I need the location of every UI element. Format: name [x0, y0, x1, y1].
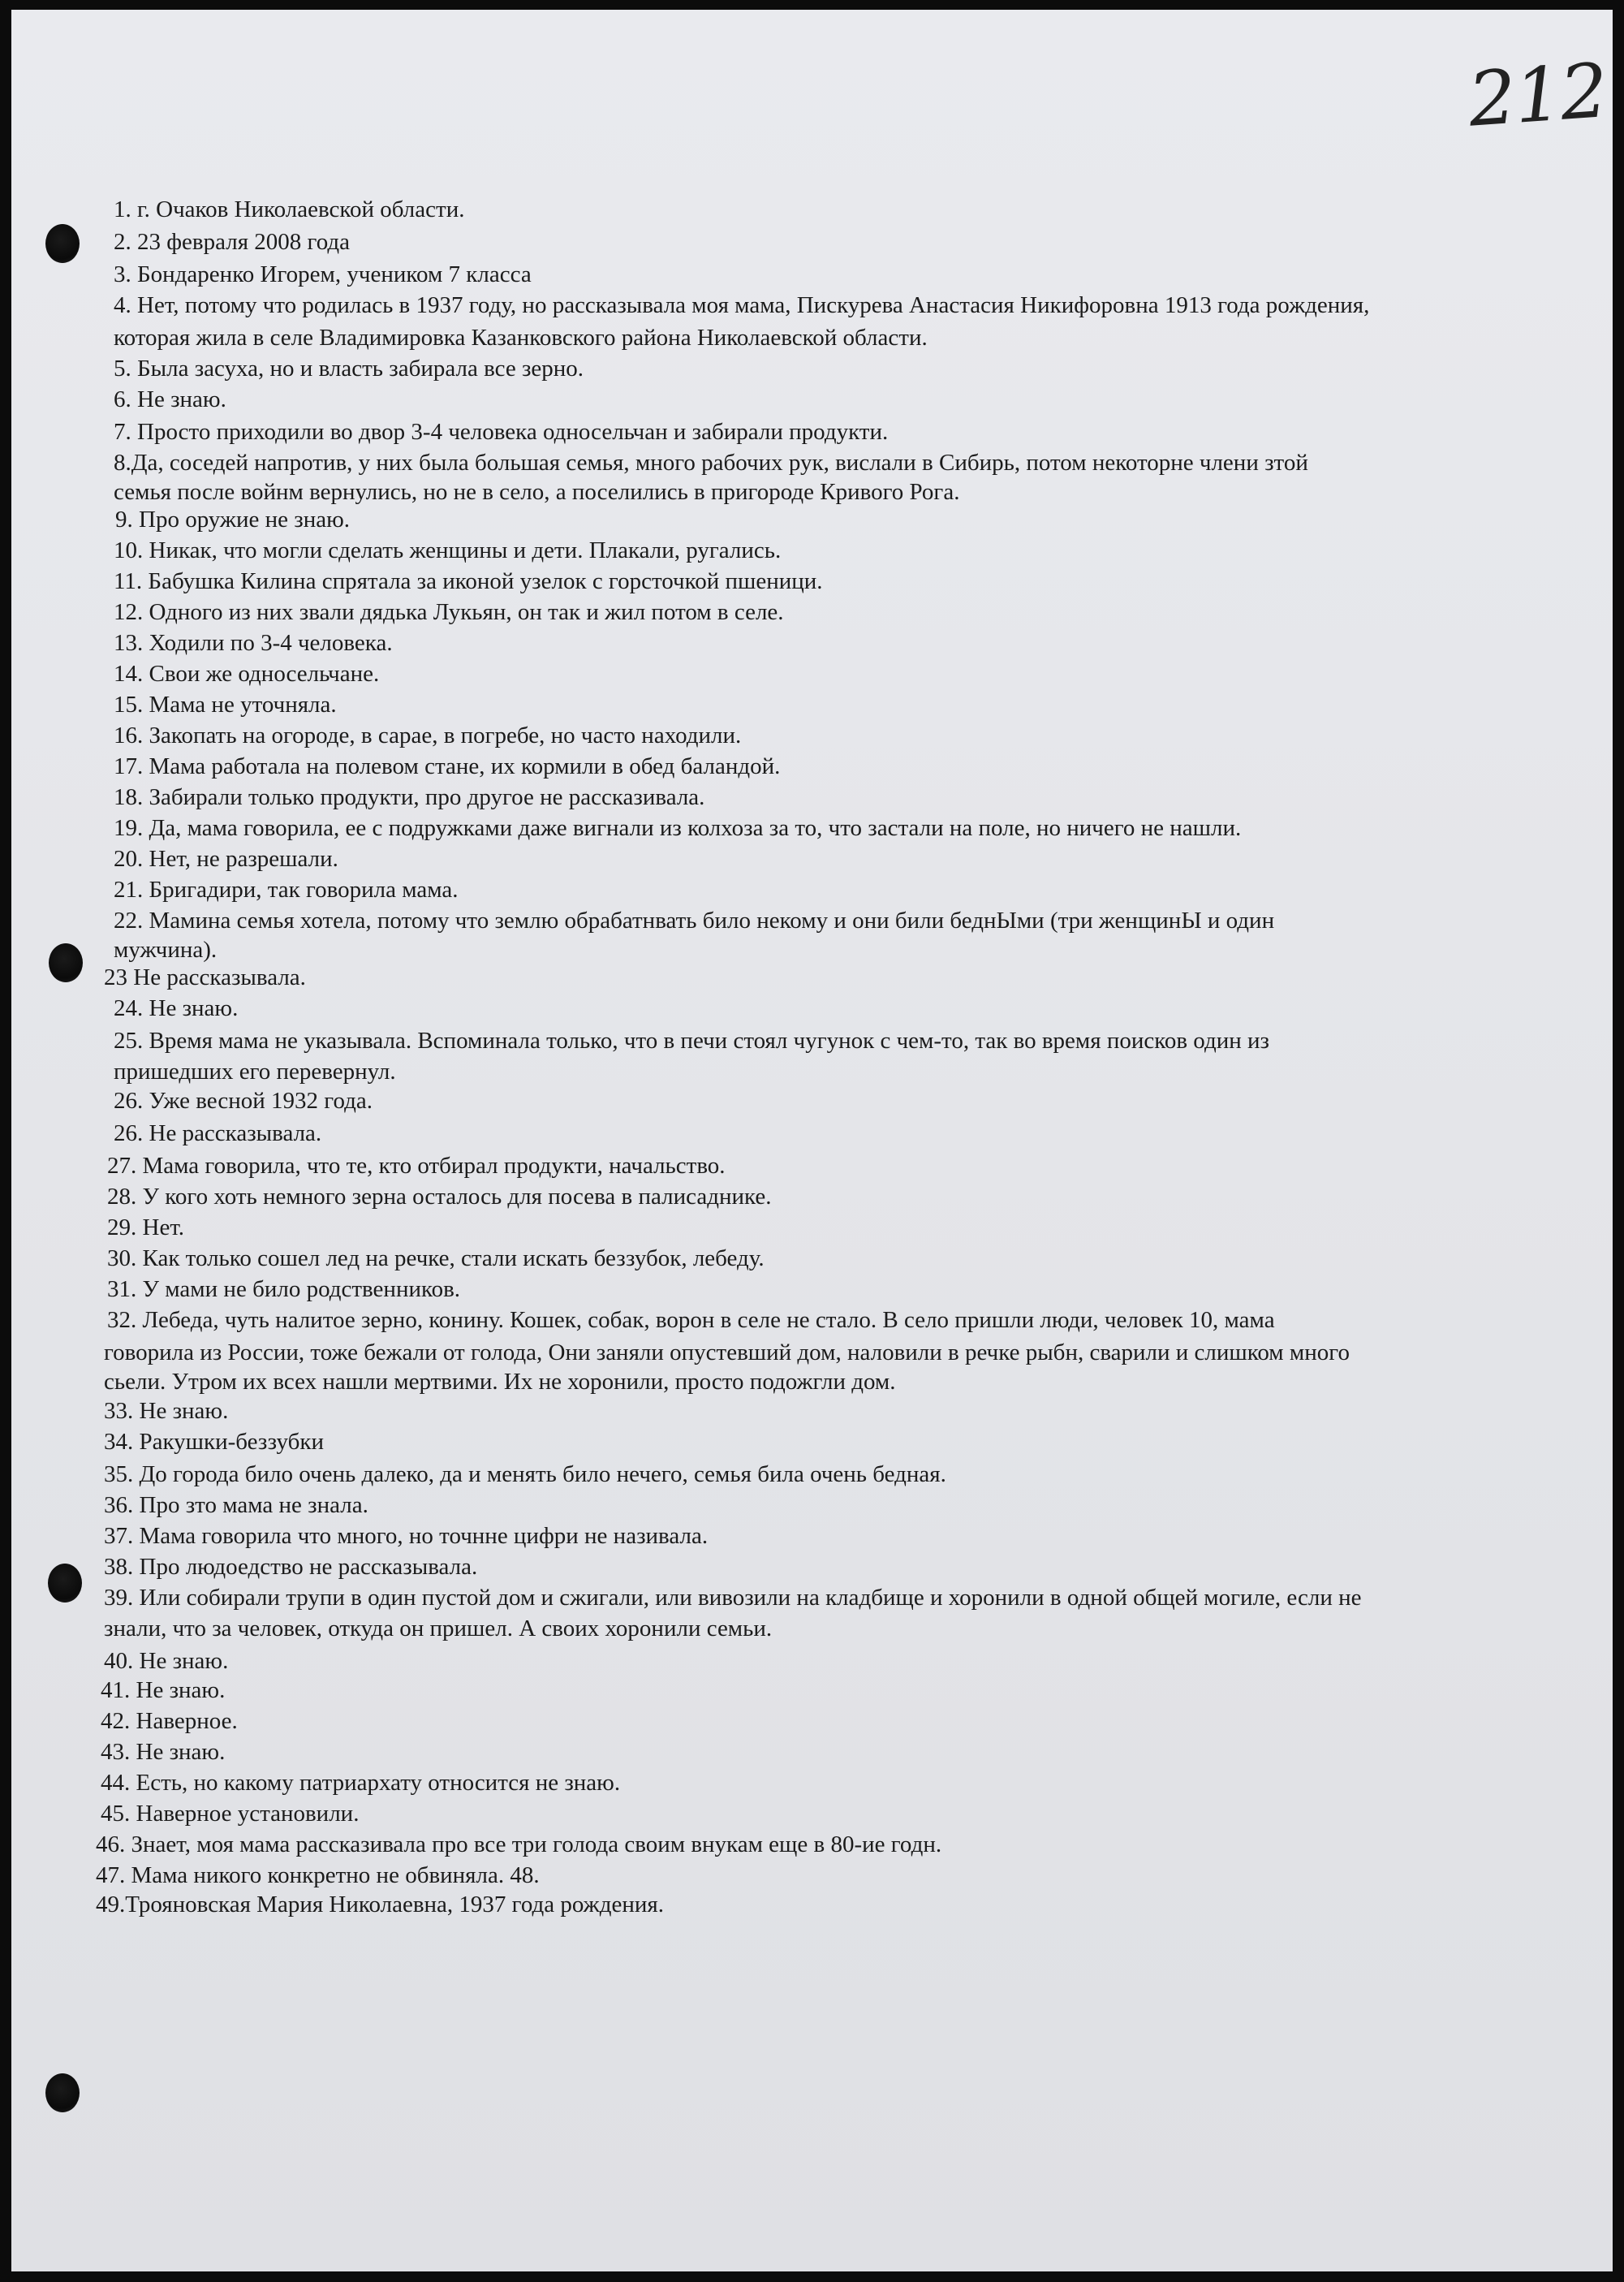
answer-line: 31. У мами не било родственников. [107, 1276, 461, 1302]
document-page [11, 10, 1613, 2271]
answer-line: 37. Мама говорила что много, но точнне цифри не називала. [104, 1523, 709, 1549]
answer-line: которая жила в селе Владимировка Казанковского района Николаевской области. [114, 325, 928, 351]
answer-list [11, 10, 1613, 2271]
answer-line: 23 Не рассказывала. [104, 964, 306, 990]
answer-line: 10. Никак, что могли сделать женщины и дети. Плакали, ругались. [114, 537, 782, 563]
answer-line: 18. Забирали только продукти, про другое не рассказивала. [114, 784, 705, 810]
answer-line: 5. Была засуха, но и власть забирала все зерно. [114, 356, 584, 382]
answer-line: 26. Не рассказывала. [114, 1120, 322, 1146]
answer-line: 20. Нет, не разрешали. [114, 846, 338, 872]
answer-line: 29. Нет. [107, 1214, 185, 1240]
answer-line: говорила из России, тоже бежали от голода, Они заняли опустевший дом, наловили в речке рыбн, сварили и слишком много [104, 1339, 1350, 1365]
handwritten-page-number: 212 [1466, 47, 1609, 144]
answer-line: 27. Мама говорила, что те, кто отбирал продукти, начальство. [107, 1153, 726, 1179]
answer-line: 11. Бабушка Килина спрятала за иконой узелок с горсточкой пшеници. [114, 568, 823, 594]
answer-line: 12. Одного из них звали дядька Лукьян, он так и жил потом в селе. [114, 599, 784, 625]
answer-line: 38. Про людоедство не рассказывала. [104, 1554, 478, 1580]
answer-line: 30. Как только сошел лед на речке, стали искать беззубок, лебеду. [107, 1245, 765, 1271]
answer-line: 36. Про зто мама не знала. [104, 1492, 368, 1518]
answer-line: 4. Нет, потому что родилась в 1937 году, но рассказывала моя мама, Пискурева Анастасия Никифоровна 1913 года рождения, [114, 292, 1370, 318]
answer-line: 46. Знает, моя мама рассказивала про все три голода своим внукам еще в 80-ие годн. [96, 1831, 942, 1857]
answer-line: 49.Трояновская Мария Николаевна, 1937 года рождения. [96, 1892, 664, 1917]
answer-line: 26. Уже весной 1932 года. [114, 1088, 373, 1114]
answer-line: 32. Лебеда, чуть налитое зерно, конину. Кошек, собак, ворон в селе не стало. В село пришли люди, человек 10, мама [107, 1307, 1275, 1333]
answer-line: 40. Не знаю. [104, 1648, 229, 1674]
answer-line: 45. Наверное установили. [101, 1801, 360, 1827]
answer-line: 41. Не знаю. [101, 1677, 226, 1703]
answer-line: 3. Бондаренко Игорем, учеником 7 класса [114, 261, 532, 287]
answer-line: 14. Свои же односельчане. [114, 661, 380, 687]
answer-line: 6. Не знаю. [114, 386, 226, 412]
answer-line: 33. Не знаю. [104, 1398, 229, 1424]
answer-line: семья после войнм вернулись, но не в село, а поселились в пригороде Кривого Рога. [114, 479, 960, 505]
answer-line: 15. Мама не уточняла. [114, 692, 337, 718]
answer-line: 47. Мама никого конкретно не обвиняла. 48. [96, 1862, 540, 1888]
answer-line: 19. Да, мама говорила, ее с подружками даже вигнали из колхоза за то, что застали на поле, но ничего не нашли. [114, 815, 1242, 841]
answer-line: 24. Не знаю. [114, 995, 239, 1021]
answer-line: 9. Про оружие не знаю. [115, 507, 351, 533]
answer-line: 2. 23 февраля 2008 года [114, 229, 351, 255]
answer-line: 28. У кого хоть немного зерна осталось для посева в палисаднике. [107, 1184, 772, 1210]
answer-line: 43. Не знаю. [101, 1739, 226, 1765]
answer-line: 17. Мама работала на полевом стане, их кормили в обед баландой. [114, 753, 781, 779]
answer-line: сьели. Утром их всех нашли мертвими. Их не хоронили, просто подожгли дом. [104, 1369, 896, 1395]
answer-line: 42. Наверное. [101, 1708, 238, 1734]
answer-line: пришедших его перевернул. [114, 1059, 396, 1085]
answer-line: 8.Да, соседей напротив, у них была большая семья, много рабочих рук, вислали в Сибирь, потом некоторне члени зтой [114, 450, 1308, 476]
answer-line: 16. Закопать на огороде, в сарае, в погребе, но часто находили. [114, 723, 742, 748]
answer-line: 13. Ходили по 3-4 человека. [114, 630, 393, 656]
answer-line: 22. Мамина семья хотела, потому что землю обрабатнвать било некому и они били беднЫми (три женщинЫ и один [114, 908, 1275, 934]
answer-line: 21. Бригадири, так говорила мама. [114, 877, 459, 903]
answer-line: знали, что за человек, откуда он пришел. А своих хоронили семьи. [104, 1616, 773, 1641]
answer-line: 7. Просто приходили во двор 3-4 человека односельчан и забирали продукти. [114, 419, 889, 445]
answer-line: 34. Ракушки-беззубки [104, 1429, 325, 1455]
answer-line: 1. г. Очаков Николаевской области. [114, 196, 465, 222]
answer-line: мужчина). [114, 937, 218, 963]
answer-line: 35. До города било очень далеко, да и менять било нечего, семья била очень бедная. [104, 1461, 946, 1487]
answer-line: 39. Или собирали трупи в один пустой дом и сжигали, или вивозили на кладбище и хоронили в одной общей могиле, если не [104, 1585, 1362, 1611]
answer-line: 44. Есть, но какому патриархату относится не знаю. [101, 1770, 621, 1796]
answer-line: 25. Время мама не указывала. Вспоминала только, что в печи стоял чугунок с чем-то, так во время поисков один из [114, 1028, 1269, 1054]
